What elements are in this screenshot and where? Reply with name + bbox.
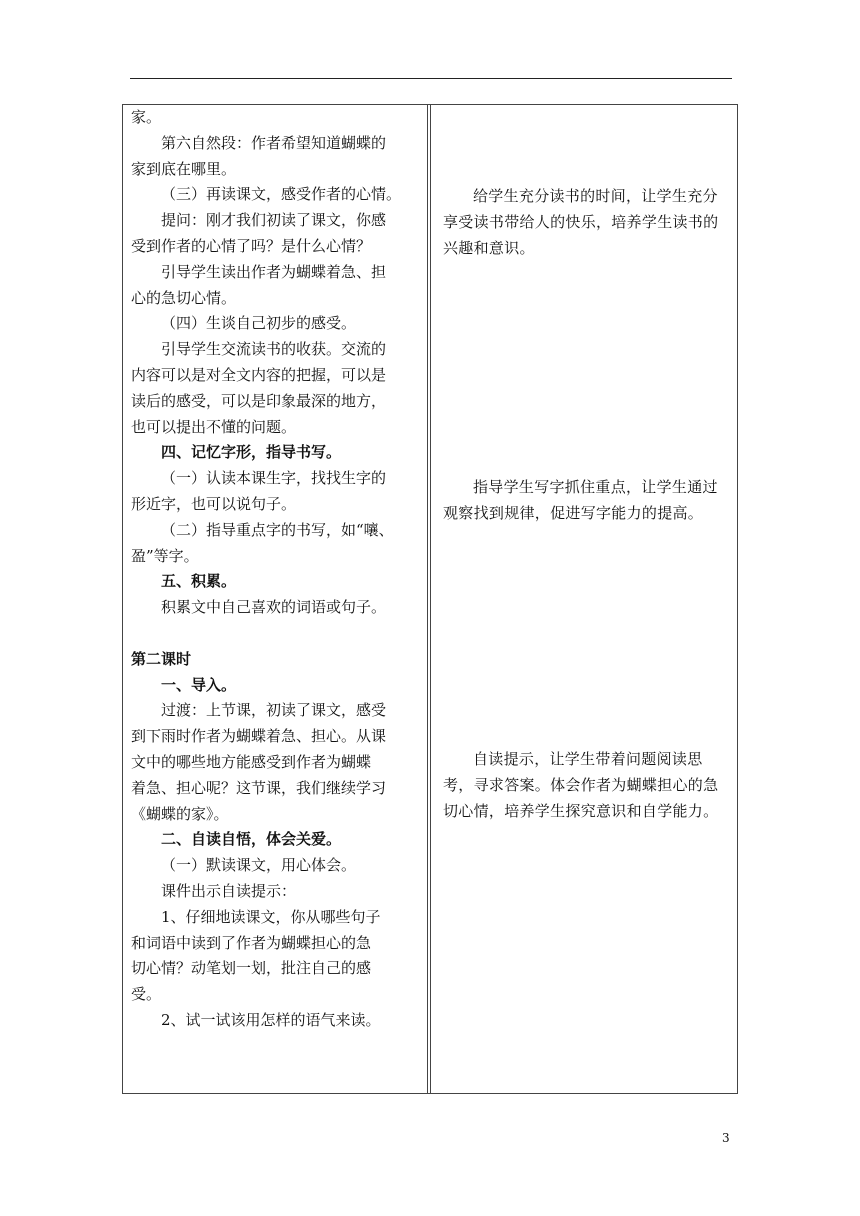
text-line: 受到作者的心情了吗？是什么心情？ [131,236,372,255]
text-line: （三）再读课文，感受作者的心情。 [161,185,402,204]
column-divider-inner [430,105,431,1093]
design-note: 指导学生写字抓住重点，让学生通过观察找到规律，促进写字能力的提高。 [443,478,718,523]
text-line: 文中的哪些地方能感受到作者为蝴蝶 [131,752,372,771]
text-line: 也可以提出不懂的问题。 [131,417,297,436]
text-line: 1、仔细地读课文，你从哪些句子 [161,907,381,926]
lesson-table [122,104,738,1094]
text-line: 课件出示自读提示： [161,881,297,900]
column-divider [427,105,428,1093]
text-line: 《蝴蝶的家》。 [131,804,229,823]
text-line: 读后的感受，可以是印象最深的地方， [131,391,387,410]
text-line: 形近字，也可以说句子。 [131,494,297,513]
text-line: （一）认读本课生字，找找生字的 [161,469,387,488]
text-line: 受。 [131,985,162,1004]
blank-line [131,621,423,647]
text-line: 引导学生读出作者为蝴蝶着急、担 [161,262,387,281]
section-heading: 一、导入。 [161,675,237,694]
text-line: 和词语中读到了作者为蝴蝶担心的急 [131,933,372,952]
text-line: 过渡：上节课，初读了课文，感受 [161,701,387,720]
text-line: 家。 [131,108,162,126]
page-number: 3 [722,1131,730,1145]
section-heading: 四、记忆字形，指导书写。 [161,443,342,462]
lesson-period-heading: 第二课时 [131,649,192,668]
design-intent-column [443,184,729,824]
text-line: 提问：刚才我们初读了课文，你感 [161,211,387,230]
text-line: （四）生谈自己初步的感受。 [161,314,357,333]
text-line: 切心情？动笔划一划，批注自己的感 [131,959,372,978]
teaching-process-column [131,105,423,1034]
text-line: 着急、担心呢？这节课，我们继续学习 [131,778,387,797]
text-line: 心的急切心情。 [131,288,237,307]
text-line: 2、试一试该用怎样的语气来读。 [161,1010,381,1029]
text-line: 内容可以是对全文内容的把握，可以是 [131,365,387,384]
section-heading: 二、自读自悟，体会关爱。 [161,830,342,849]
text-line: 积累文中自己喜欢的词语或句子。 [161,598,387,617]
design-note: 给学生充分读书的时间，让学生充分享受读书带给人的快乐，培养学生读书的兴趣和意识。 [443,187,719,257]
text-line: （一）默读课文，用心体会。 [161,856,357,875]
text-line: （二）指导重点字的书写，如“嚷、 [161,520,394,539]
text-line: 盈”等字。 [131,546,199,565]
text-line: 引导学生交流读书的收获。交流的 [161,340,387,359]
text-line: 第六自然段：作者希望知道蝴蝶的 [161,133,387,152]
text-line: 家到底在哪里。 [131,159,237,178]
section-heading: 五、积累。 [161,572,237,591]
design-note: 自读提示，让学生带着问题阅读思考，寻求答案。体会作者为蝴蝶担心的急切心情，培养学生探究意识和自学能力。 [443,749,719,820]
text-line: 到下雨时作者为蝴蝶着急、担心。从课 [131,727,387,746]
header-rule [130,78,732,79]
